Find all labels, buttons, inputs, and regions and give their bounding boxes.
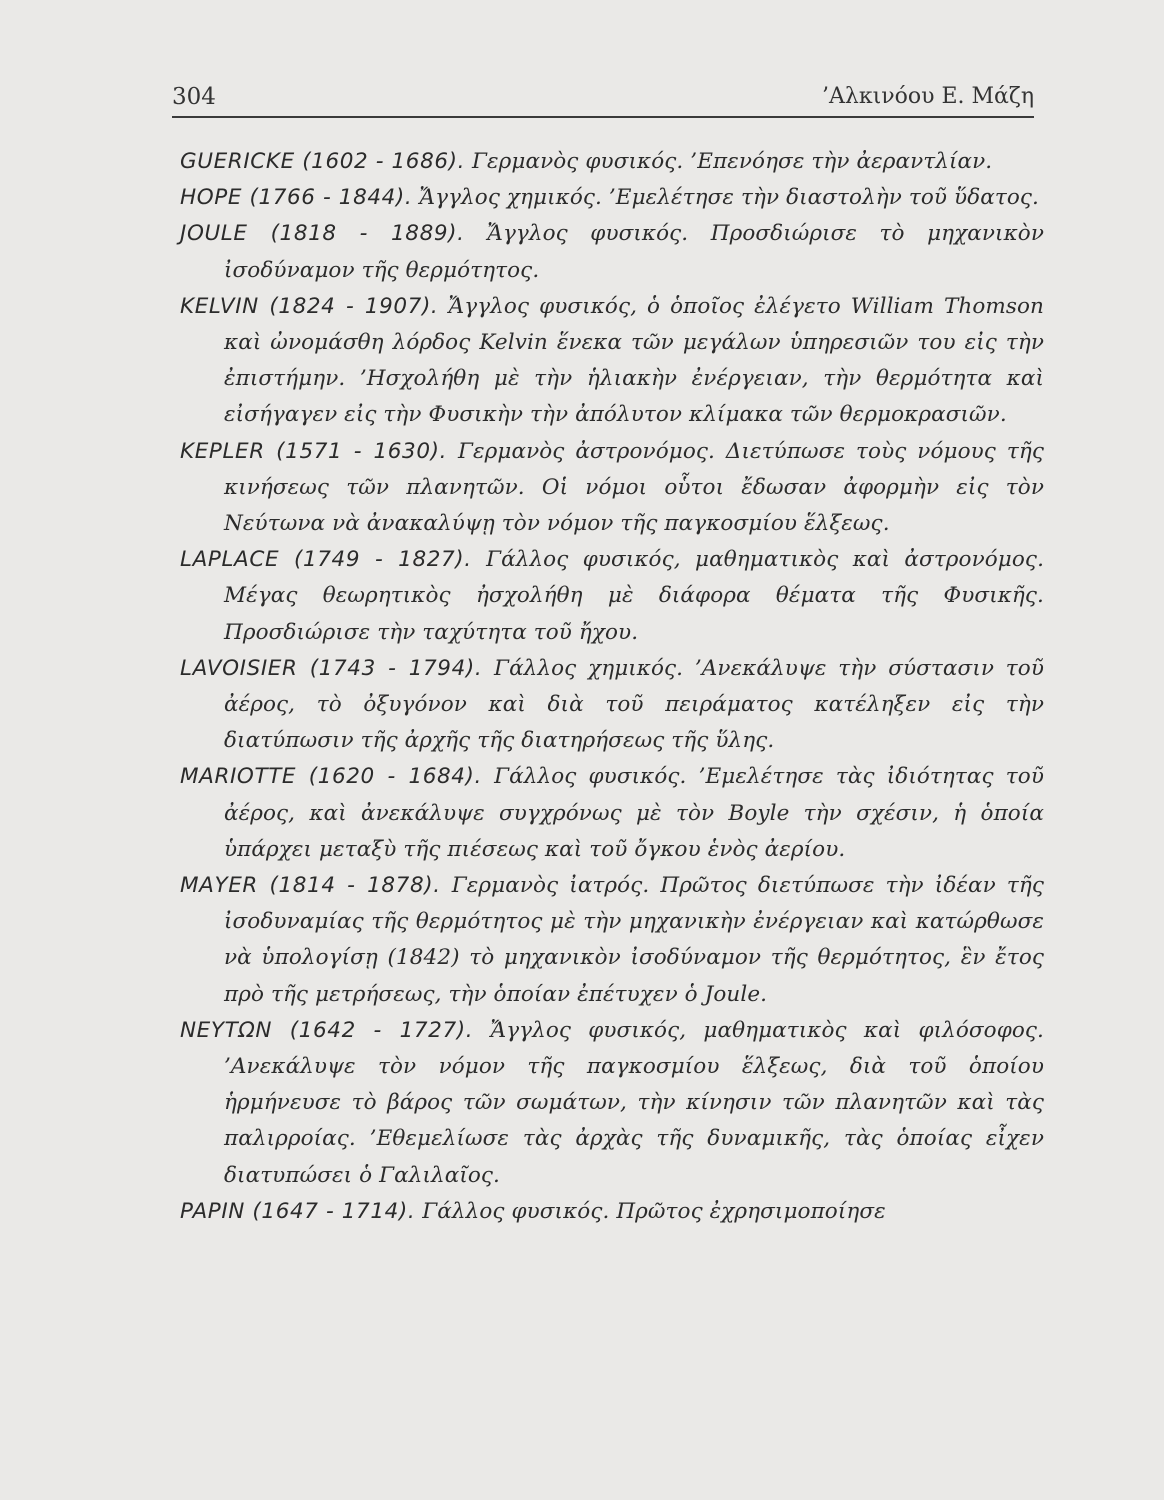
- entry-papin: [180, 1194, 1044, 1230]
- entry-name: MAYER (1814 - 1878).: [180, 873, 441, 899]
- page-number: 304: [172, 84, 216, 110]
- entry-text: Ἄγγλος χημικός. ’Εμελέτησε τὴν διαστολὴν τοῦ ὕδατος.: [419, 185, 1039, 211]
- entry-name: JOULE (1818 - 1889).: [180, 221, 465, 247]
- page-header: [172, 76, 1034, 116]
- entry-guericke: [180, 144, 1044, 180]
- biographical-entries: [180, 144, 1044, 1230]
- entry-kepler: [180, 434, 1044, 543]
- entry-name: ΝΕΥΤΩΝ (1642 - 1727).: [180, 1017, 474, 1043]
- entry-name: PAPIN (1647 - 1714).: [180, 1198, 416, 1224]
- entry-mariotte: [180, 759, 1044, 868]
- header-rule: [172, 116, 1034, 118]
- running-title: ’Αλκινόου Ε. Μάζη: [822, 84, 1034, 109]
- entry-text: Γερμανὸς ἰατρός. Πρῶτος διετύπωσε τὴν ἰδέαν τῆς ἰσοδυναμίας τῆς θερμότητος μὲ τὴν μηχανικὴν ἐνέργειαν καὶ κατώρθωσε νὰ ὑπολογίσῃ (1842) τὸ μηχανικὸν ἰσοδύναμον τῆς θερμότητος, ἓν ἔτος πρὸ τῆς μετρήσεως, τὴν ὁποίαν ἐπέτυχεν ὁ Joule.: [224, 873, 1045, 1007]
- entry-text: Ἄγγλος φυσικός. Προσδιώρισε τὸ μηχανικὸν ἰσοδύναμον τῆς θερμότητος.: [224, 221, 1044, 283]
- entry-mayer: [180, 868, 1044, 1013]
- entry-name: MARIOTTE (1620 - 1684).: [180, 764, 482, 790]
- entry-text: Γάλλος φυσικός. Πρῶτος ἐχρησιμοποίησε: [422, 1198, 886, 1224]
- entry-lavoisier: [180, 651, 1044, 760]
- entry-text: Ἄγγλος φυσικός, ὁ ὁποῖος ἐλέγετο William Thomson καὶ ὠνομάσθη λόρδος Kelvin ἕνεκα τῶν μεγάλων ὑπηρεσιῶν του εἰς τὴν ἐπιστήμην. ’Ησχολήθη μὲ τὴν ἡλιακὴν ἐνέργειαν, τὴν θερμότητα καὶ εἰσήγαγεν εἰς τὴν Φυσικὴν τὴν ἀπόλυτον κλίμακα τῶν θερμοκρασιῶν.: [224, 293, 1044, 428]
- entry-text: Γερμανὸς ἀστρονόμος. Διετύπωσε τοὺς νόμους τῆς κινήσεως τῶν πλανητῶν. Οἱ νόμοι οὗτοι ἔδωσαν ἀφορμὴν εἰς τὸν Νεύτωνα νὰ ἀνακαλύψῃ τὸν νόμον τῆς παγκοσμίου ἕλξεως.: [224, 438, 1044, 537]
- entry-text: Γάλλος φυσικός. ’Εμελέτησε τὰς ἰδιότητας τοῦ ἀέρος, καὶ ἀνεκάλυψε συγχρόνως μὲ τὸν Boyle τὴν σχέσιν, ἡ ὁποία ὑπάρχει μεταξὺ τῆς πιέσεως καὶ τοῦ ὄγκου ἑνὸς ἀερίου.: [224, 764, 1044, 862]
- entry-kelvin: [180, 289, 1044, 434]
- entry-name: KEPLER (1571 - 1630).: [180, 438, 448, 464]
- entry-name: GUERICKE (1602 - 1686).: [180, 149, 466, 174]
- entry-laplace: [180, 542, 1044, 651]
- entry-text: Ἄγγλος φυσικός, μαθηματικὸς καὶ φιλόσοφος. ’Ανεκάλυψε τὸν νόμον τῆς παγκοσμίου ἕλξεως, διὰ τοῦ ὁποίου ἡρμήνευσε τὸ βάρος τῶν σωμάτων, τὴν κίνησιν τῶν πλανητῶν καὶ τὰς παλιρροίας. ’Εθεμελίωσε τὰς ἀρχὰς τῆς δυναμικῆς, τὰς ὁποίας εἶχεν διατυπώσει ὁ Γαλιλαῖος.: [224, 1017, 1044, 1188]
- entry-newton: [180, 1013, 1044, 1194]
- entry-joule: [180, 216, 1044, 288]
- entry-text: Γάλλος χημικός. ’Ανεκάλυψε τὴν σύστασιν τοῦ ἀέρος, τὸ ὀξυγόνον καὶ διὰ τοῦ πειράματος κατέληξεν εἰς τὴν διατύπωσιν τῆς ἀρχῆς τῆς διατηρήσεως τῆς ὕλης.: [224, 655, 1044, 754]
- entry-text: Γερμανὸς φυσικός. ’Επενόησε τὴν ἀεραντλίαν.: [472, 149, 993, 174]
- entry-hope: [180, 180, 1044, 216]
- entry-name: LAPLACE (1749 - 1827).: [180, 547, 472, 573]
- entry-name: LAVOISIER (1743 - 1794).: [180, 655, 483, 681]
- entry-text: Γάλλος φυσικός, μαθηματικὸς καὶ ἀστρονόμος. Μέγας θεωρητικὸς ἠσχολήθη μὲ διάφορα θέματα τῆς Φυσικῆς. Προσδιώρισε τὴν ταχύτητα τοῦ ἤχου.: [224, 547, 1045, 645]
- entry-name: HOPE (1766 - 1844).: [180, 185, 413, 211]
- entry-name: KELVIN (1824 - 1907).: [180, 293, 439, 319]
